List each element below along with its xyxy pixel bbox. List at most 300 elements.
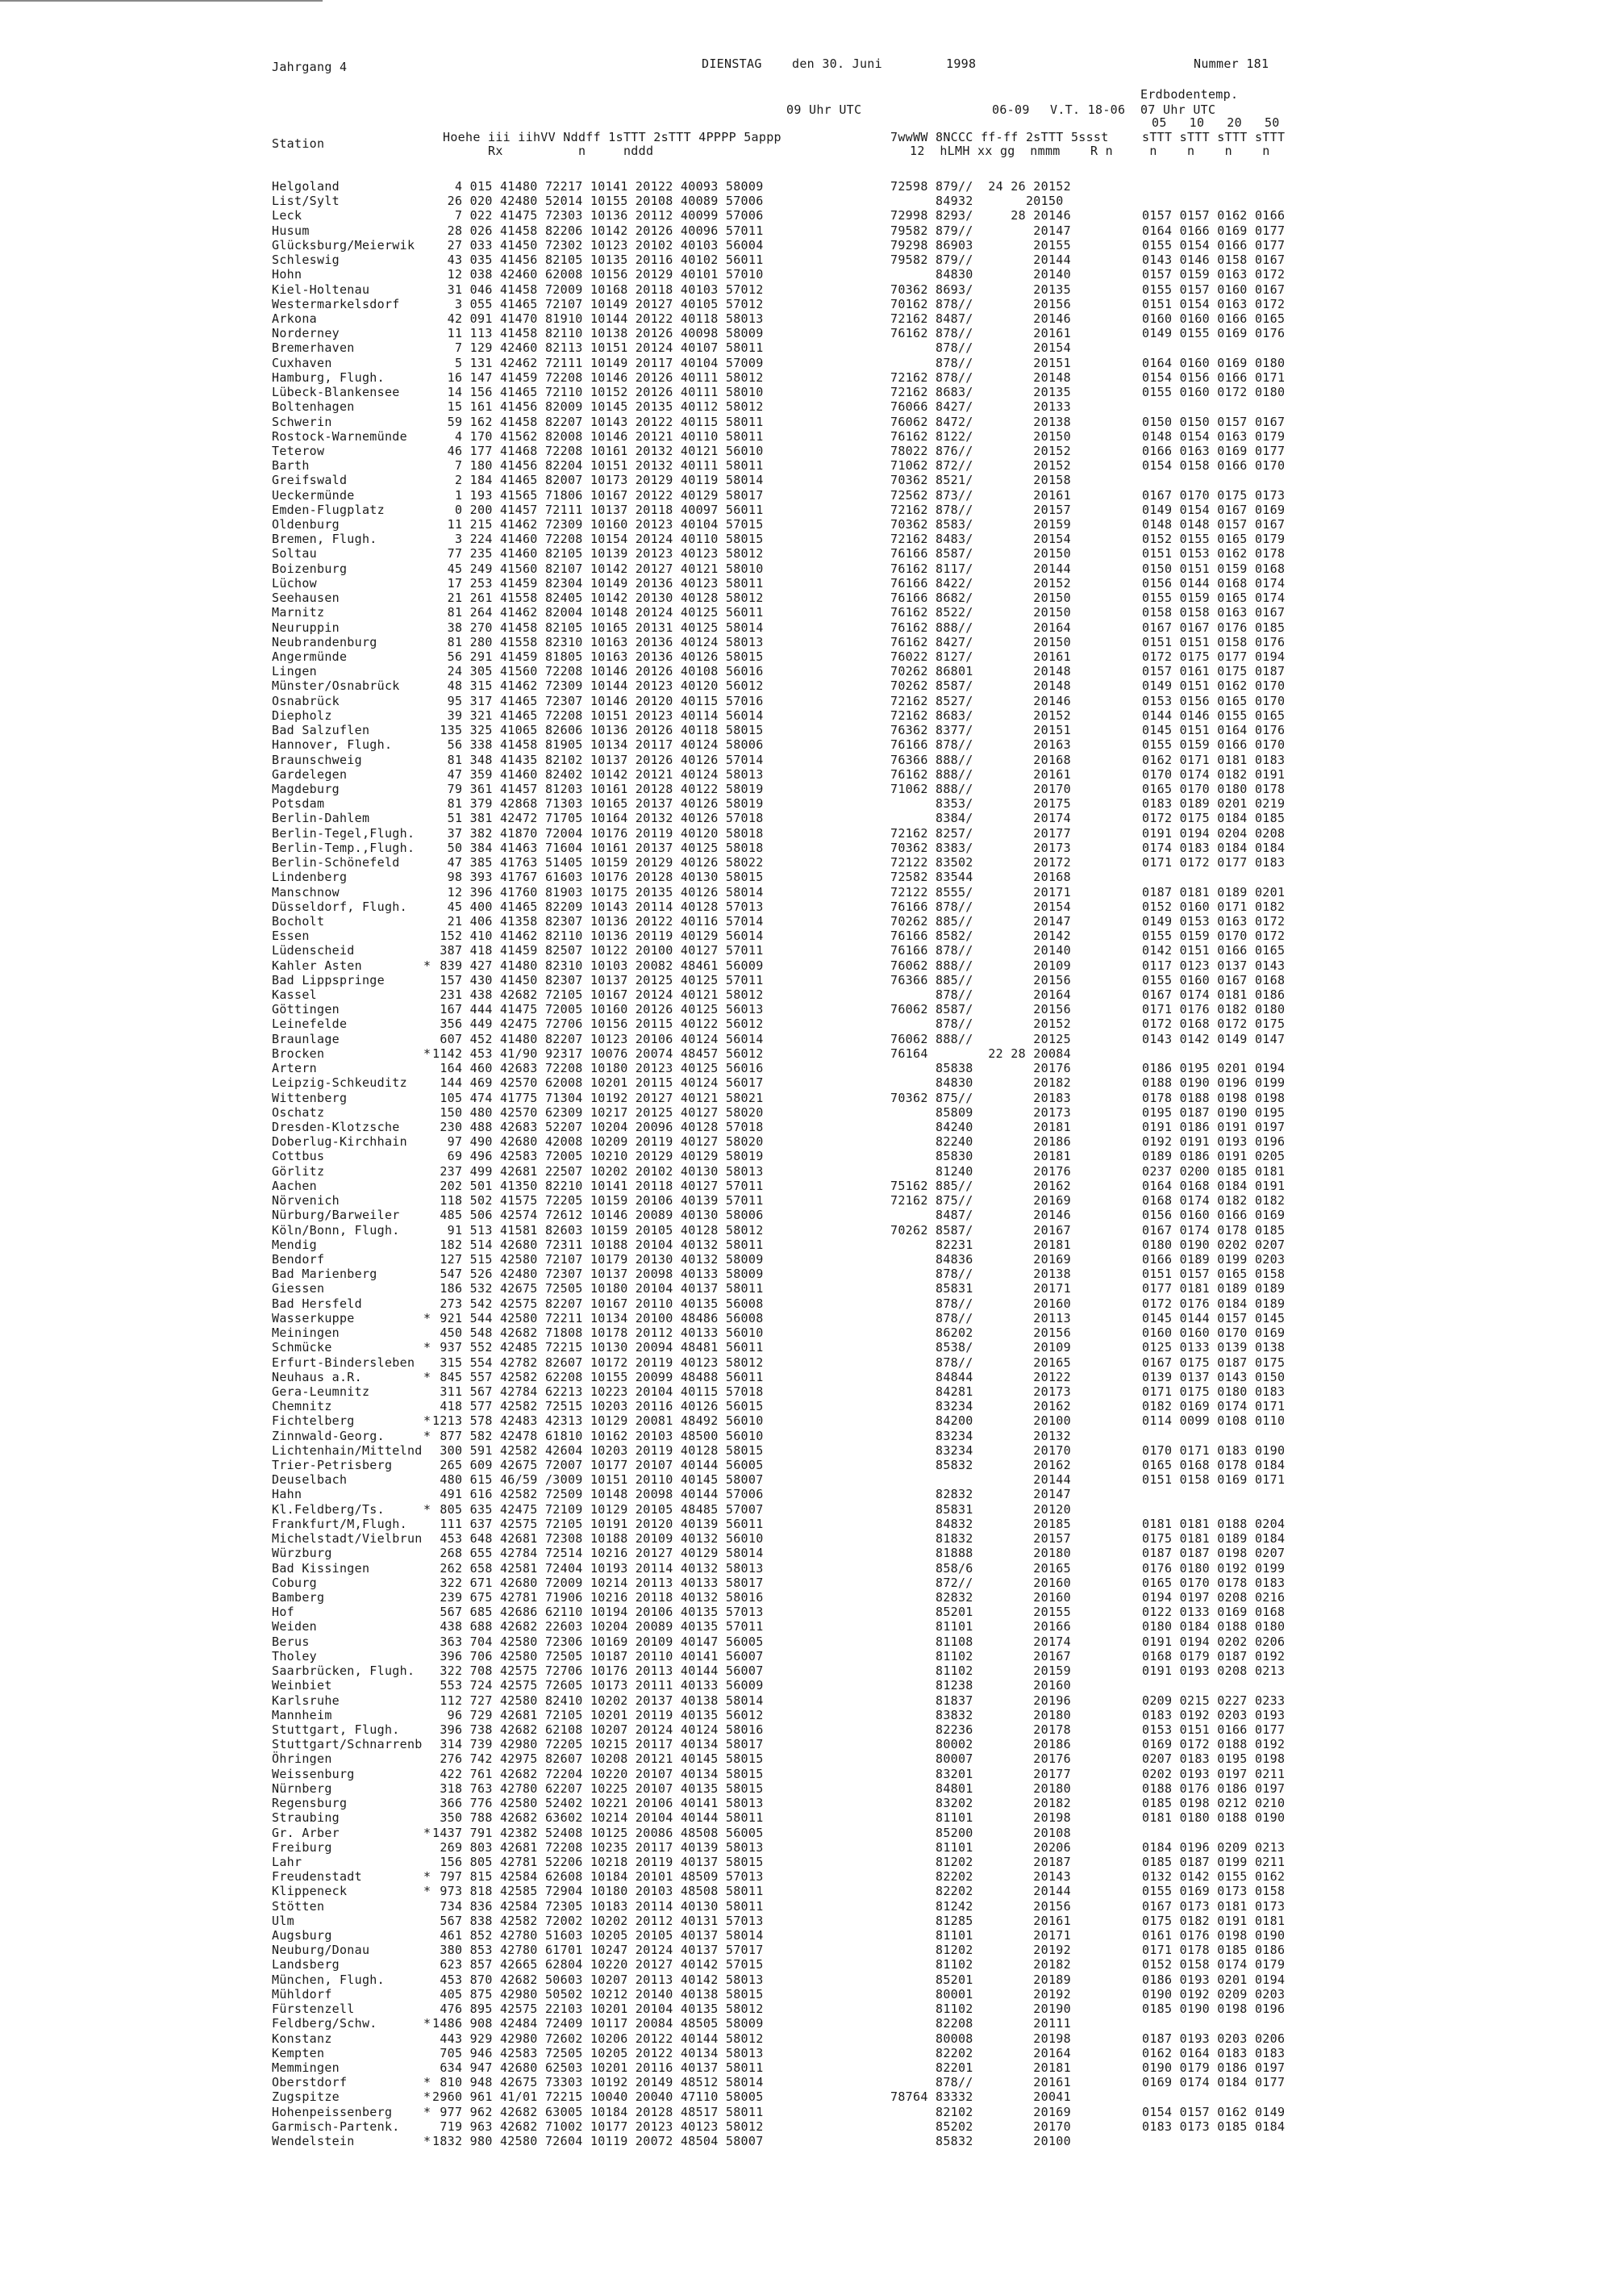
- soil-temperature-values: 0188 0190 0196 0199: [1142, 1075, 1286, 1091]
- station-name: Lüdenscheid: [272, 943, 355, 958]
- synop-values: 98 393 41767 61603 10176 20128 40130 58015: [432, 870, 764, 885]
- synop-values: 422 761 42682 72204 10220 20107 40134 58015: [432, 1766, 764, 1781]
- observation-values: 878// 20165: [890, 1355, 1071, 1370]
- soil-temperature-values: 0153 0151 0166 0177: [1142, 1722, 1286, 1737]
- soil-temperature-values: 0150 0150 0157 0167: [1142, 414, 1286, 429]
- soil-temperature-values: 0139 0137 0143 0150: [1142, 1369, 1286, 1384]
- observation-values: 76166 8422/ 20152: [890, 575, 1071, 591]
- synop-values: 314 739 42980 72205 10215 20117 40134 58017: [432, 1737, 764, 1752]
- synop-values: 937 552 42485 72215 10130 20094 48481 56011: [432, 1340, 764, 1355]
- synop-values: 5 131 42462 72111 10149 20117 40104 57009: [432, 355, 764, 370]
- soil-temperature-values: 0156 0160 0166 0169: [1142, 1208, 1286, 1223]
- station-name: Teterow: [272, 443, 325, 458]
- station-name: Saarbrücken, Flugh.: [272, 1664, 415, 1679]
- station-name: Neuruppin: [272, 620, 340, 635]
- observation-values: 878// 20154: [890, 340, 1071, 356]
- observation-values: 83234 20132: [890, 1428, 1071, 1443]
- observation-values: 84844 20122: [890, 1369, 1071, 1384]
- observation-values: 78022 876// 20152: [890, 443, 1071, 458]
- soil-temperature-values: 0165 0170 0180 0178: [1142, 781, 1286, 796]
- soil-temp-time: 07 Uhr UTC: [1140, 102, 1216, 117]
- station-name: Tholey: [272, 1648, 317, 1664]
- soil-temperature-values: 0187 0187 0198 0207: [1142, 1546, 1286, 1561]
- synop-values: 17 253 41459 82304 10149 20136 40123 58011: [432, 575, 764, 591]
- soil-temperature-values: 0154 0158 0166 0170: [1142, 458, 1286, 474]
- synop-values: 77 235 41460 82105 10139 20123 40123 58012: [432, 546, 764, 561]
- soil-temperature-values: 0202 0193 0197 0211: [1142, 1766, 1286, 1781]
- soil-temperature-values: 0117 0123 0137 0143: [1142, 958, 1286, 973]
- mountain-station-marker: *: [423, 958, 431, 973]
- day-label: DIENSTAG: [702, 56, 762, 71]
- observation-values: 80008 20198: [890, 2031, 1071, 2046]
- synop-values: 350 788 42682 63602 10214 20104 40144 58011: [432, 1810, 764, 1826]
- soil-temperature-values: 0132 0142 0155 0162: [1142, 1869, 1286, 1885]
- soil-temperature-values: 0153 0156 0165 0170: [1142, 693, 1286, 708]
- station-name: Köln/Bonn, Flugh.: [272, 1222, 400, 1238]
- station-name: Doberlug-Kirchhain: [272, 1134, 407, 1150]
- synop-values: 11 113 41458 82110 10138 20126 40098 58009: [432, 326, 764, 341]
- observation-values: 70162 878// 20156: [890, 296, 1071, 311]
- station-name: Cuxhaven: [272, 355, 332, 370]
- station-name: Nürburg/Barweiler: [272, 1208, 400, 1223]
- soil-temperature-values: 0183 0192 0203 0193: [1142, 1707, 1286, 1722]
- station-name: Kassel: [272, 987, 317, 1003]
- synop-values: 396 738 42682 62108 10207 20124 40124 58016: [432, 1722, 764, 1737]
- synop-values: 56 291 41459 81805 10163 20136 40126 58015: [432, 649, 764, 664]
- station-name: Dresden-Klotzsche: [272, 1120, 400, 1134]
- observation-values: 84830 20140: [890, 267, 1071, 282]
- mountain-station-marker: *: [423, 2075, 431, 2090]
- synop-values: 24 305 41560 72208 10146 20126 40108 56016: [432, 664, 764, 679]
- observation-values: 83234 20170: [890, 1442, 1071, 1458]
- soil-temperature-values: 0162 0164 0183 0183: [1142, 2045, 1286, 2060]
- mountain-station-marker: *: [423, 2104, 431, 2119]
- station-name: Karlsruhe: [272, 1693, 340, 1708]
- soil-temperature-values: 0187 0193 0203 0206: [1142, 2031, 1286, 2046]
- synop-values: 453 648 42681 72308 10188 20109 40132 56010: [432, 1531, 764, 1547]
- station-name: Berlin-Temp.,Flugh.: [272, 840, 415, 855]
- mountain-station-marker: *: [423, 1046, 431, 1061]
- synop-values: 96 729 42681 72105 10201 20119 40135 56012: [432, 1707, 764, 1722]
- synop-values: 81 348 41435 82102 10137 20126 40126 57014: [432, 752, 764, 767]
- station-name: Mannheim: [272, 1707, 332, 1722]
- soil-temperature-values: 0151 0154 0163 0172: [1142, 296, 1286, 311]
- soil-temperature-values: 0155 0159 0165 0174: [1142, 591, 1286, 606]
- soil-temperature-values: 0155 0154 0166 0177: [1142, 237, 1286, 253]
- station-name: Münster/Osnabrück: [272, 678, 400, 694]
- soil-temperature-values: 0152 0158 0174 0179: [1142, 1957, 1286, 1972]
- station-name: Bendorf: [272, 1251, 325, 1267]
- station-name: Westermarkelsdorf: [272, 296, 400, 311]
- soil-temperature-values: 0207 0183 0195 0198: [1142, 1751, 1286, 1767]
- soil-temperature-values: 0143 0146 0158 0167: [1142, 253, 1286, 268]
- synop-values: 81 379 42868 71303 10165 20137 40126 58019: [432, 796, 764, 812]
- synop-values: 7 129 42460 82113 10151 20124 40107 58011: [432, 340, 764, 356]
- synop-values: 39 321 41465 72208 10151 20123 40114 56014: [432, 708, 764, 723]
- station-name: München, Flugh.: [272, 1972, 385, 1987]
- observation-values: 81238 20160: [890, 1678, 1071, 1693]
- soil-temperature-values: 0142 0151 0166 0165: [1142, 943, 1286, 958]
- synop-values: 839 427 41480 82310 10103 20082 48461 56009: [432, 958, 764, 973]
- soil-temperature-values: 0155 0160 0172 0180: [1142, 385, 1286, 400]
- observation-values: 72562 873// 20161: [890, 487, 1071, 503]
- synop-values: 202 501 41350 82210 10141 20118 40127 57011: [432, 1178, 764, 1193]
- synop-values: 111 637 42575 72105 10191 20120 40139 56011: [432, 1516, 764, 1531]
- soil-temperature-values: 0187 0181 0189 0201: [1142, 884, 1286, 900]
- station-name: Neubrandenburg: [272, 634, 377, 649]
- observation-values: 76162 878// 20161: [890, 326, 1071, 341]
- observation-values: 82201 20181: [890, 2060, 1071, 2075]
- soil-temperature-values: 0175 0181 0189 0184: [1142, 1531, 1286, 1547]
- col-group-06-09: 06-09: [992, 102, 1030, 117]
- observation-values: 72162 8483/ 20154: [890, 532, 1071, 547]
- station-name: Leipzig-Schkeuditz: [272, 1075, 407, 1091]
- observation-values: 81101 20198: [890, 1810, 1071, 1826]
- soil-temperature-values: 0167 0175 0187 0175: [1142, 1355, 1286, 1370]
- synop-values: 396 706 42580 72505 10187 20110 40141 56007: [432, 1648, 764, 1664]
- observation-values: 86202 20156: [890, 1325, 1071, 1341]
- synop-values: 51 381 42472 71705 10164 20132 40126 57018: [432, 811, 764, 826]
- station-name: Oldenburg: [272, 517, 340, 532]
- observation-values: 878// 20161: [890, 2075, 1071, 2090]
- observation-values: 70262 86801 20148: [890, 664, 1071, 679]
- synop-values: 45 400 41465 82209 10143 20114 40128 57013: [432, 899, 764, 914]
- station-name: Frankfurt/M,Flugh.: [272, 1516, 407, 1531]
- soil-temperature-values: 0172 0168 0172 0175: [1142, 1017, 1286, 1032]
- observation-values: 84830 20182: [890, 1075, 1071, 1091]
- soil-temperature-values: 0167 0167 0176 0185: [1142, 620, 1286, 635]
- soil-temperature-values: 0149 0154 0167 0169: [1142, 502, 1286, 517]
- jahrgang-label: Jahrgang 4: [272, 60, 348, 74]
- synop-values: 152 410 41462 82110 10136 20119 40129 56014: [432, 929, 764, 944]
- observation-values: 878// 20164: [890, 987, 1071, 1003]
- synop-values: 366 776 42580 52402 10221 20106 40141 58013: [432, 1796, 764, 1811]
- observation-values: 72162 8683/ 20135: [890, 385, 1071, 400]
- mountain-station-marker: *: [423, 1884, 431, 1899]
- synop-values: 973 818 42585 72904 10180 20103 48508 58011: [432, 1884, 764, 1899]
- observation-values: 76062 8587/ 20156: [890, 1002, 1071, 1017]
- station-name: Braunlage: [272, 1031, 340, 1046]
- station-name: Ulm: [272, 1913, 294, 1928]
- synop-values: 3 224 41460 72208 10154 20124 40110 58015: [432, 532, 764, 547]
- synop-values: 150 480 42570 62309 10217 20125 40127 58020: [432, 1104, 764, 1120]
- synop-values: 28 026 41458 82206 10142 20126 40096 57011: [432, 223, 764, 238]
- observation-values: 81101 20206: [890, 1839, 1071, 1855]
- synop-values: 21 261 41558 82405 10142 20130 40128 58012: [432, 591, 764, 606]
- observation-values: 76166 878// 20163: [890, 737, 1071, 753]
- soil-temperature-values: 0170 0171 0183 0190: [1142, 1442, 1286, 1458]
- station-name: Michelstadt/Vielbrun: [272, 1531, 423, 1547]
- soil-temperature-values: 0188 0176 0186 0197: [1142, 1780, 1286, 1796]
- observation-values: 70362 8693/ 20135: [890, 282, 1071, 297]
- soil-temperature-values: 0143 0142 0149 0147: [1142, 1031, 1286, 1046]
- station-name: Schleswig: [272, 253, 340, 268]
- synop-values: 476 895 42575 22103 10201 20104 40135 58012: [432, 2002, 764, 2017]
- synop-values: 276 742 42975 82607 10208 20121 40145 58015: [432, 1751, 764, 1767]
- synop-values: 977 962 42682 63005 10184 20128 48517 58011: [432, 2104, 764, 2119]
- station-name: Oschatz: [272, 1104, 325, 1120]
- soil-temperature-values: 0144 0146 0155 0165: [1142, 708, 1286, 723]
- mountain-station-marker: *: [423, 1310, 431, 1325]
- synop-values: 1213 578 42483 42313 10129 20081 48492 56010: [432, 1413, 764, 1429]
- station-name: Barth: [272, 458, 310, 474]
- synop-values: 50 384 41463 71604 10161 20137 40125 58018: [432, 840, 764, 855]
- synop-values: 231 438 42682 72105 10167 20124 40121 58012: [432, 987, 764, 1003]
- station-name: Artern: [272, 1061, 317, 1076]
- station-name: Berus: [272, 1634, 310, 1649]
- synop-values: 79 361 41457 81203 10161 20128 40122 58019: [432, 781, 764, 796]
- synop-values: 15 161 41456 82009 10145 20135 40112 58012: [432, 399, 764, 415]
- station-name: Memmingen: [272, 2060, 340, 2075]
- observation-values: 82202 20164: [890, 2045, 1071, 2060]
- observation-values: 84836 20169: [890, 1251, 1071, 1267]
- synop-values: 1 193 41565 71806 10167 20122 40129 58017: [432, 487, 764, 503]
- soil-temperature-values: 0190 0179 0186 0197: [1142, 2060, 1286, 2075]
- synop-values: 46 177 41468 72208 10161 20132 40121 56010: [432, 443, 764, 458]
- soil-temperature-values: 0150 0151 0159 0168: [1142, 561, 1286, 576]
- station-name: Freudenstadt: [272, 1869, 362, 1885]
- station-name: Arkona: [272, 311, 317, 326]
- observation-values: 80001 20192: [890, 1986, 1071, 2002]
- soil-temperature-values: 0167 0174 0181 0186: [1142, 987, 1286, 1003]
- station-name: Boizenburg: [272, 561, 348, 576]
- observation-values: 82202 20143: [890, 1869, 1071, 1885]
- observation-values: 84200 20100: [890, 1413, 1071, 1429]
- synop-values: 380 853 42780 61701 10247 20124 40137 57017: [432, 1943, 764, 1958]
- soil-temperature-values: 0165 0168 0178 0184: [1142, 1458, 1286, 1473]
- station-name: Bremerhaven: [272, 340, 355, 356]
- synop-values: 845 557 42582 62208 10155 20099 48488 56011: [432, 1369, 764, 1384]
- station-name: Seehausen: [272, 591, 340, 606]
- soil-temperature-values: 0167 0170 0175 0173: [1142, 487, 1286, 503]
- mountain-station-marker: *: [423, 2089, 431, 2105]
- synop-values: 921 544 42580 72211 10134 20100 48486 56008: [432, 1310, 764, 1325]
- synop-values: 3 055 41465 72107 10149 20127 40105 57012: [432, 296, 764, 311]
- synop-values: 453 870 42682 50603 10207 20113 40142 58013: [432, 1972, 764, 1987]
- station-name: Bad Hersfeld: [272, 1296, 362, 1311]
- observation-values: 72162 8257/ 20177: [890, 825, 1071, 841]
- synop-values: 47 359 41460 82402 10142 20121 40124 58013: [432, 766, 764, 782]
- station-name: Hamburg, Flugh.: [272, 369, 385, 385]
- synop-values: 105 474 41775 71304 10192 20127 40121 58021: [432, 1090, 764, 1105]
- observation-values: 84240 20181: [890, 1120, 1071, 1134]
- station-name: Bad Kissingen: [272, 1560, 370, 1576]
- soil-temperature-values: 0168 0174 0182 0182: [1142, 1193, 1286, 1209]
- synop-values: 547 526 42480 72307 10137 20098 40133 58009: [432, 1267, 764, 1282]
- observation-values: 84832 20185: [890, 1516, 1071, 1531]
- synop-values: 623 857 42665 62804 10220 20127 40142 57015: [432, 1957, 764, 1972]
- observation-values: 81240 20176: [890, 1163, 1071, 1179]
- station-name: Bocholt: [272, 913, 325, 929]
- observation-values: 82102 20169: [890, 2104, 1071, 2119]
- synop-values: 157 430 41450 82307 10137 20125 40125 57011: [432, 972, 764, 987]
- observation-values: 20144: [890, 1472, 1071, 1488]
- obs-header-line1: 7wwWW 8NCCC ff-ff 2sTTT 5ssst: [890, 130, 1109, 144]
- observation-values: 76066 8427/ 20133: [890, 399, 1071, 415]
- station-name: Brocken: [272, 1046, 325, 1061]
- soil-temperature-values: 0125 0133 0139 0138: [1142, 1340, 1286, 1355]
- soil-temperature-values: 0152 0155 0165 0179: [1142, 532, 1286, 547]
- station-name: Ueckermünde: [272, 487, 355, 503]
- station-name: Düsseldorf, Flugh.: [272, 899, 407, 914]
- mountain-station-marker: *: [423, 1340, 431, 1355]
- station-name: Schmücke: [272, 1340, 332, 1355]
- soil-temperature-values: 0181 0181 0188 0204: [1142, 1516, 1286, 1531]
- observation-values: 76062 8472/ 20138: [890, 414, 1071, 429]
- soil-temperature-values: 0181 0180 0188 0190: [1142, 1810, 1286, 1826]
- synop-values: 438 688 42682 22603 10204 20089 40135 57011: [432, 1619, 764, 1634]
- soil-temperature-values: 0182 0169 0174 0171: [1142, 1399, 1286, 1414]
- station-name: Husum: [272, 223, 310, 238]
- synop-values: 877 582 42478 61810 10162 20103 48500 56010: [432, 1428, 764, 1443]
- synop-values: 27 033 41450 72302 10123 20102 40103 56004: [432, 237, 764, 253]
- observation-values: 81102 20167: [890, 1648, 1071, 1664]
- soil-temperature-values: 0177 0181 0189 0189: [1142, 1281, 1286, 1296]
- station-name: Kiel-Holtenau: [272, 282, 370, 297]
- soil-temperature-values: 0145 0151 0164 0176: [1142, 723, 1286, 738]
- soil-temperature-values: 0168 0179 0187 0192: [1142, 1648, 1286, 1664]
- station-name: Lingen: [272, 664, 317, 679]
- observation-values: 83234 20162: [890, 1399, 1071, 1414]
- observation-values: 82240 20186: [890, 1134, 1071, 1150]
- synop-values: 480 615 46/59 /3009 10151 20110 40145 58007: [432, 1472, 764, 1488]
- synop-values: 734 836 42584 72305 10183 20114 40130 58011: [432, 1898, 764, 1914]
- synop-values: 135 325 41065 82606 10136 20126 40118 58015: [432, 723, 764, 738]
- synop-values: 230 488 42683 52207 10204 20096 40128 57018: [432, 1120, 764, 1134]
- synop-values: 810 948 42675 73303 10192 20149 48512 58014: [432, 2075, 764, 2090]
- synop-values: 14 156 41465 72110 10152 20126 40111 58010: [432, 385, 764, 400]
- observation-values: 81101 20171: [890, 1928, 1071, 1943]
- synop-values: 144 469 42570 62008 10201 20115 40124 56017: [432, 1075, 764, 1091]
- soil-temperature-values: 0178 0188 0198 0198: [1142, 1090, 1286, 1105]
- station-name: Öhringen: [272, 1751, 332, 1767]
- observation-values: 72162 878// 20148: [890, 369, 1071, 385]
- station-name: Lübeck-Blankensee: [272, 385, 400, 400]
- station-name: Potsdam: [272, 796, 325, 812]
- observation-values: 81837 20196: [890, 1693, 1071, 1708]
- observation-values: 81832 20157: [890, 1531, 1071, 1547]
- synop-values: 237 499 42681 22507 10202 20102 40130 58013: [432, 1163, 764, 1179]
- year-label: 1998: [946, 56, 977, 71]
- observation-values: 76162 8522/ 20150: [890, 605, 1071, 620]
- synop-values: 268 655 42784 72514 10216 20127 40129 58014: [432, 1546, 764, 1561]
- observation-values: 81102 20182: [890, 1957, 1071, 1972]
- station-name: Bad Salzuflen: [272, 723, 370, 738]
- observation-values: 76166 8587/ 20150: [890, 546, 1071, 561]
- station-name: Magdeburg: [272, 781, 340, 796]
- soil-temperature-values: 0160 0160 0166 0165: [1142, 311, 1286, 326]
- synop-values: 7 180 41456 82204 10151 20132 40111 58011: [432, 458, 764, 474]
- observation-values: 85832 20100: [890, 2134, 1071, 2149]
- synop-values: 112 727 42580 82410 10202 20137 40138 58014: [432, 1693, 764, 1708]
- synop-values: 47 385 41763 51405 10159 20129 40126 58022: [432, 855, 764, 870]
- obs-header-line2: 12 hLMH xx gg nmmm R n: [910, 144, 1113, 158]
- soil-temperature-values: 0151 0153 0162 0178: [1142, 546, 1286, 561]
- soil-temperature-values: 0148 0154 0163 0179: [1142, 428, 1286, 444]
- soil-temperature-values: 0160 0160 0170 0169: [1142, 1325, 1286, 1341]
- soil-temperature-values: 0175 0182 0191 0181: [1142, 1913, 1286, 1928]
- observation-values: 85809 20173: [890, 1104, 1071, 1120]
- station-name: Norderney: [272, 326, 340, 341]
- observation-values: 81202 20192: [890, 1943, 1071, 1958]
- synop-values: 59 162 41458 82207 10143 20122 40115 58011: [432, 414, 764, 429]
- observation-values: 76362 8377/ 20151: [890, 723, 1071, 738]
- observation-values: 83201 20177: [890, 1766, 1071, 1781]
- soil-temperature-values: 0186 0195 0201 0194: [1142, 1061, 1286, 1076]
- observation-values: 76162 8117/ 20144: [890, 561, 1071, 576]
- soil-temperature-values: 0183 0173 0185 0184: [1142, 2119, 1286, 2134]
- soil-temperature-values: 0190 0192 0209 0203: [1142, 1986, 1286, 2002]
- observation-values: 81285 20161: [890, 1913, 1071, 1928]
- synop-values: 318 763 42780 62207 10225 20107 40135 58015: [432, 1780, 764, 1796]
- synop-values: 45 249 41560 82107 10142 20127 40121 58010: [432, 561, 764, 576]
- synop-values: 11 215 41462 72309 10160 20123 40104 57015: [432, 517, 764, 532]
- station-name: Kl.Feldberg/Ts.: [272, 1501, 385, 1517]
- observation-values: 82208 20111: [890, 2016, 1071, 2031]
- observation-values: 76166 8582/ 20142: [890, 929, 1071, 944]
- soil-temperature-values: 0184 0196 0209 0213: [1142, 1839, 1286, 1855]
- mountain-station-marker: *: [423, 1369, 431, 1384]
- station-name: Augsburg: [272, 1928, 332, 1943]
- mountain-station-marker: *: [423, 1869, 431, 1885]
- synop-values: 262 658 42581 72404 10193 20114 40132 58013: [432, 1560, 764, 1576]
- observation-values: 82832 20147: [890, 1487, 1071, 1502]
- synop-values: 269 803 42681 72208 10235 20117 40139 58013: [432, 1839, 764, 1855]
- station-name: Klippeneck: [272, 1884, 348, 1899]
- station-name: Neuhaus a.R.: [272, 1369, 362, 1384]
- soil-temperature-values: 0145 0144 0157 0145: [1142, 1310, 1286, 1325]
- soil-temperature-values: 0166 0189 0199 0203: [1142, 1251, 1286, 1267]
- observation-values: 76166 878// 20154: [890, 899, 1071, 914]
- synop-values: 1486 908 42484 72409 10117 20084 48505 58009: [432, 2016, 764, 2031]
- observation-values: 79582 879// 20147: [890, 223, 1071, 238]
- soil-temperature-values: 0154 0156 0166 0171: [1142, 369, 1286, 385]
- synop-values: 16 147 41459 72208 10146 20126 40111 58012: [432, 369, 764, 385]
- soil-temperature-values: 0170 0174 0182 0191: [1142, 766, 1286, 782]
- observation-values: 81202 20187: [890, 1854, 1071, 1869]
- soil-temperature-values: 0122 0133 0169 0168: [1142, 1605, 1286, 1620]
- synop-values: 797 815 42584 62608 10184 20101 48509 57013: [432, 1869, 764, 1885]
- observation-values: 76022 8127/ 20161: [890, 649, 1071, 664]
- observation-values: 85200 20108: [890, 1825, 1071, 1840]
- station-name: Soltau: [272, 546, 317, 561]
- synop-values: 12 396 41760 81903 10175 20135 40126 58014: [432, 884, 764, 900]
- station-name: Hohn: [272, 267, 302, 282]
- synop-values: 265 609 42675 72007 10177 20107 40144 56005: [432, 1458, 764, 1473]
- synop-values: 38 270 41458 82105 10165 20131 40125 58014: [432, 620, 764, 635]
- issue-number: Nummer 181: [1194, 56, 1269, 71]
- station-name: Lindenberg: [272, 870, 348, 885]
- observation-values: 72162 8487/ 20146: [890, 311, 1071, 326]
- soil-temperature-values: 0191 0193 0208 0213: [1142, 1664, 1286, 1679]
- station-name: Rostock-Warnemünde: [272, 428, 407, 444]
- observation-values: 79582 879// 20144: [890, 253, 1071, 268]
- soil-temperature-values: 0169 0174 0184 0177: [1142, 2075, 1286, 2090]
- synop-values: 1142 453 41/90 92317 10076 20074 48457 56012: [432, 1046, 764, 1061]
- soil-temperature-values: 0191 0194 0202 0206: [1142, 1634, 1286, 1649]
- soil-temperature-values: 0180 0190 0202 0207: [1142, 1237, 1286, 1252]
- station-name: Manschnow: [272, 884, 340, 900]
- station-name: Essen: [272, 929, 310, 944]
- observation-values: 83202 20182: [890, 1796, 1071, 1811]
- station-name: Erfurt-Bindersleben: [272, 1355, 415, 1370]
- soil-temperature-values: 0149 0155 0169 0176: [1142, 326, 1286, 341]
- synop-values: 719 963 42682 71002 10177 20123 40123 58012: [432, 2119, 764, 2134]
- observation-values: 85201 20155: [890, 1605, 1071, 1620]
- station-name: Feldberg/Schw.: [272, 2016, 377, 2031]
- soil-temperature-values: 0192 0191 0193 0196: [1142, 1134, 1286, 1150]
- synop-values: 164 460 42683 72208 10180 20123 40125 56016: [432, 1061, 764, 1076]
